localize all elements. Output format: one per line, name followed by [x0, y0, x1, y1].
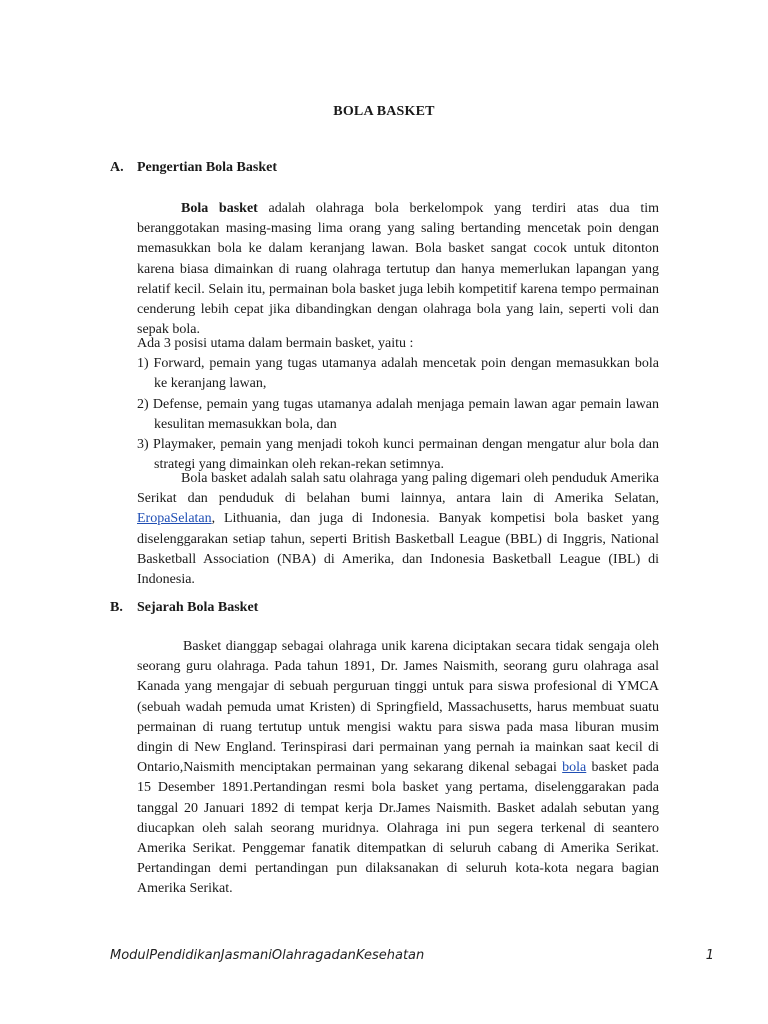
- bola-link[interactable]: bola: [562, 760, 587, 776]
- list-item-playmaker: 3) Playmaker, pemain yang menjadi tokoh kunci permainan dengan mengatur alur bola dan strategi yang dimainkan oleh rekan-rekan setimnya.: [137, 437, 659, 473]
- section-a-title: Pengertian Bola Basket: [137, 160, 277, 175]
- history-text-before: Basket dianggap sebagai olahraga unik karena diciptakan secara tidak sengaja oleh seorang guru olahraga. Pada tahun 1891, Dr. James Naismith, seorang guru olahraga asal Kanada yang mengajar di sebuah perguruan tinggi untuk para siswa profesional di YMCA (sebuah wadah pemuda umat Kristen) di Springfield, Massachusetts, harus membuat suatu permainan di ruang tertutup untuk mengisi waktu para siswa pada masa liburan musim dingin di New England. Terinspirasi dari permainan yang pernah ia mainkan saat kecil di Ontario,Naismith menciptakan permainan yang sekarang dikenal sebagai: [137, 639, 659, 776]
- section-a-paragraph-2: [137, 469, 659, 590]
- eropa-selatan-link[interactable]: EropaSelatan: [137, 511, 212, 527]
- section-a-heading: [110, 160, 277, 176]
- section-a-paragraph-1: [137, 199, 659, 340]
- list-item-defense: 2) Defense, pemain yang tugas utamanya adalah menjaga pemain lawan agar pemain lawan kesulitan memasukkan bola, dan: [137, 396, 659, 432]
- page-footer: [110, 948, 714, 963]
- section-b-marker: B.: [110, 600, 123, 615]
- section-b-paragraph: [137, 637, 659, 900]
- positions-list: [137, 334, 659, 475]
- footer-module-title: ModulPendidikanJasmaniOlahragadanKesehatan: [110, 948, 425, 963]
- para1-text: adalah olahraga bola berkelompok yang terdiri atas dua tim beranggotakan masing-masing lima orang yang saling bertanding mencetak poin dengan memasukkan bola ke dalam keranjang lawan. Bola basket sangat cocok untuk ditonton karena biasa dimainkan di ruang olahraga tertutup dan hanya memerlukan lapangan yang relatif kecil. Selain itu, permainan bola basket juga lebih kompetitif karena tempo permainan cenderung lebih cepat jika dibandingkan dengan olahraga bola yang lain, seperti voli dan sepak bola.: [137, 201, 659, 338]
- document-title: BOLA BASKET: [333, 104, 435, 119]
- para2-text-after: , Lithuania, dan juga di Indonesia. Banyak kompetisi bola basket yang diselenggarakan setiap tahun, seperti British Basketball League (BBL) di Inggris, National Basketball Association (NBA) di Amerika, dan Indonesia Basketball League (IBL) di Indonesia.: [137, 511, 659, 588]
- section-b-title: Sejarah Bola Basket: [137, 600, 259, 615]
- list-intro: Ada 3 posisi utama dalam bermain basket, yaitu :: [137, 336, 414, 351]
- page-number: 1: [705, 948, 714, 963]
- para2-text-before: Bola basket adalah salah satu olahraga yang paling digemari oleh penduduk Amerika Serikat dan penduduk di belahan bumi lainnya, antara lain di Amerika Selatan,: [137, 471, 659, 507]
- list-item-forward: 1) Forward, pemain yang tugas utamanya adalah mencetak poin dengan memasukkan bola ke keranjang lawan,: [137, 356, 659, 392]
- section-b-heading: [110, 600, 258, 616]
- section-a-marker: A.: [110, 160, 124, 175]
- history-text-after: basket pada 15 Desember 1891.Pertandingan resmi bola basket yang pertama, diselenggarakan pada tanggal 20 Januari 1892 di tempat kerja Dr.James Naismith. Basket adalah sebutan yang diucapkan oleh salah seorang muridnya. Olahraga ini pun segera terkenal di seantero Amerika Serikat. Penggemar fanatik ditempatkan di seluruh cabang di Amerika Serikat. Pertandingan demi pertandingan pun dilaksanakan di seluruh kota-kota negara bagian Amerika Serikat.: [137, 760, 659, 897]
- bola-basket-term: Bola basket: [181, 201, 258, 216]
